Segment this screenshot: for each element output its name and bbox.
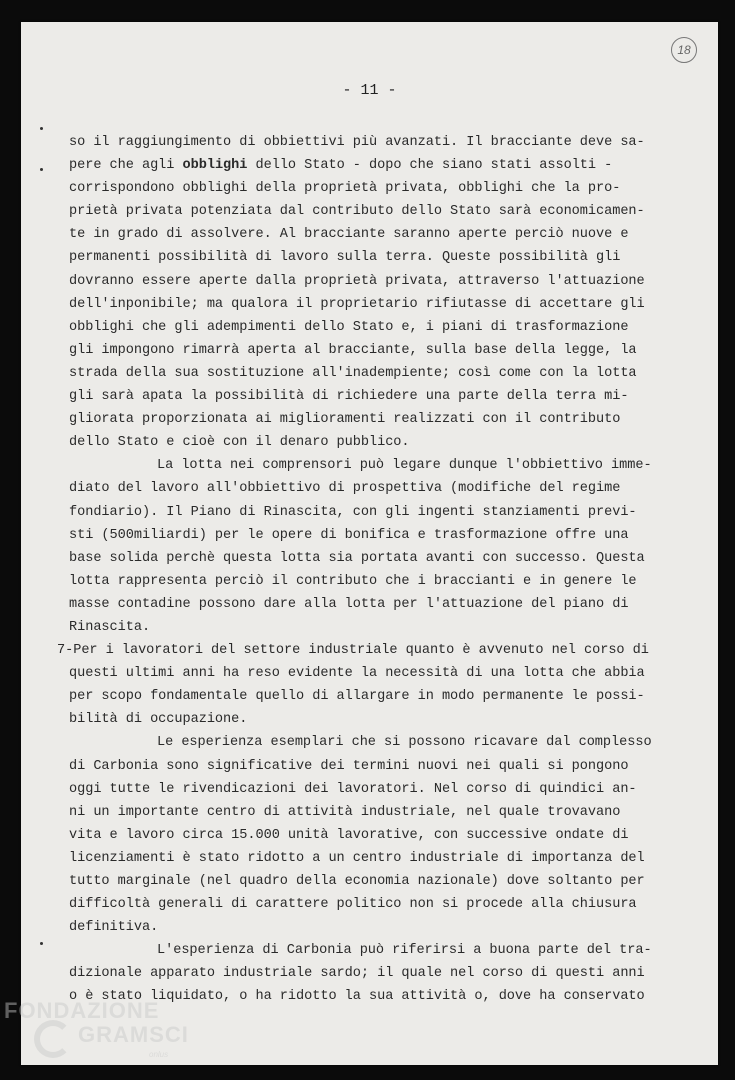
text-line: prietà privata potenziata dal contributo dello Stato sarà economicamen-	[69, 204, 645, 220]
text-line: La lotta nei comprensori può legare dunque l'obbiettivo imme-	[157, 458, 652, 474]
text-line: corrispondono obblighi della proprietà privata, obblighi che la pro-	[69, 181, 621, 197]
watermark-onlus: onlus	[149, 1050, 169, 1059]
text-line: pere che agli obblighi dello Stato - dopo che siano stati assolti -	[69, 158, 613, 174]
text-line: strada della sua sostituzione all'inadempiente; così come con la lotta	[69, 365, 637, 381]
text-line: gliorata proporzionata ai miglioramenti realizzati con il contributo	[69, 412, 621, 428]
text-line: so il raggiungimento di obbiettivi più avanzati. Il bracciante deve sa-	[69, 135, 645, 150]
text-line: definitiva.	[69, 920, 159, 936]
text-line: sti (500miliardi) per le opere di bonifica e trasformazione offre una	[69, 527, 629, 543]
margin-mark	[40, 127, 43, 130]
watermark-line1: FONDAZIONE	[4, 998, 160, 1023]
text-line: Rinascita.	[69, 619, 151, 635]
text-line: o è stato liquidato, o ha ridotto la sua attività o, dove ha conservato	[69, 989, 645, 1005]
bold-word: obblighi	[182, 158, 248, 174]
gramsci-logo-icon	[34, 1020, 72, 1058]
margin-mark	[40, 168, 43, 171]
text-line: dello Stato e cioè con il denaro pubblico.	[69, 435, 410, 451]
text-line: 7-Per i lavoratori del settore industriale quanto è avvenuto nel corso di	[57, 643, 649, 659]
text-line: base solida perchè questa lotta sia portata avanti con successo. Questa	[69, 550, 645, 566]
margin-mark	[40, 942, 43, 945]
folio-number-mark: 18	[671, 37, 697, 63]
page-number: - 11 -	[342, 82, 397, 99]
text-line: dovranno essere aperte dalla proprietà privata, attraverso l'attuazione	[69, 273, 645, 289]
text-line: questi ultimi anni ha reso evidente la necessità di una lotta che abbia	[69, 666, 645, 682]
watermark-line2: GRAMSCI	[78, 1022, 189, 1047]
text-line: ni un importante centro di attività industriale, nel quale trovavano	[69, 804, 621, 820]
fondazione-gramsci-watermark	[4, 996, 204, 1076]
text-line: di Carbonia sono significative dei termini nuovi nei quali si pongono	[69, 758, 629, 774]
text-line: gli impongono rimarrà aperta al bracciante, sulla base della legge, la	[69, 342, 637, 358]
text-line: fondiario). Il Piano di Rinascita, con gli ingenti stanziamenti previ-	[69, 504, 637, 520]
text-line: L'esperienza di Carbonia può riferirsi a buona parte del tra-	[157, 943, 652, 959]
text-line: difficoltà generali di carattere politico non si procede alla chiusura	[69, 897, 637, 913]
text-line: Le esperienza esemplari che si possono ricavare dal complesso	[157, 735, 652, 751]
text-line: diato del lavoro all'obbiettivo di prospettiva (modifiche del regime	[69, 481, 621, 497]
text-line: dizionale apparato industriale sardo; il quale nel corso di questi anni	[69, 966, 645, 982]
text-line: permanenti possibilità di lavoro sulla terra. Queste possibilità gli	[69, 250, 621, 266]
text-line: masse contadine possono dare alla lotta per l'attuazione del piano di	[69, 596, 629, 612]
text-line: vita e lavoro circa 15.000 unità lavorative, con successive ondate di	[69, 827, 629, 843]
text-line: oggi tutte le rivendicazioni dei lavoratori. Nel corso di quindici an-	[69, 781, 637, 797]
typed-text-body	[57, 131, 664, 1009]
text-line: lotta rappresenta perciò il contributo che i braccianti e in genere le	[69, 573, 637, 589]
text-line: dell'inponibile; ma qualora il proprietario rifiutasse di accettare gli	[69, 296, 645, 312]
document-page	[21, 22, 718, 1065]
text-line: tutto marginale (nel quadro della economia nazionale) dove soltanto per	[69, 874, 645, 889]
text-line: per scopo fondamentale quello di allargare in modo permanente le possi-	[69, 689, 645, 705]
text-line: te in grado di assolvere. Al bracciante saranno aperte perciò nuove e	[69, 227, 629, 243]
text-line: obblighi che gli adempimenti dello Stato e, i piani di trasformazione	[69, 319, 629, 335]
text-line: licenziamenti è stato ridotto a un centro industriale di importanza del	[69, 850, 645, 866]
text-line: gli sarà apata la possibilità di richiedere una parte della terra mi-	[69, 389, 629, 405]
text-line: bilità di occupazione.	[69, 712, 248, 728]
